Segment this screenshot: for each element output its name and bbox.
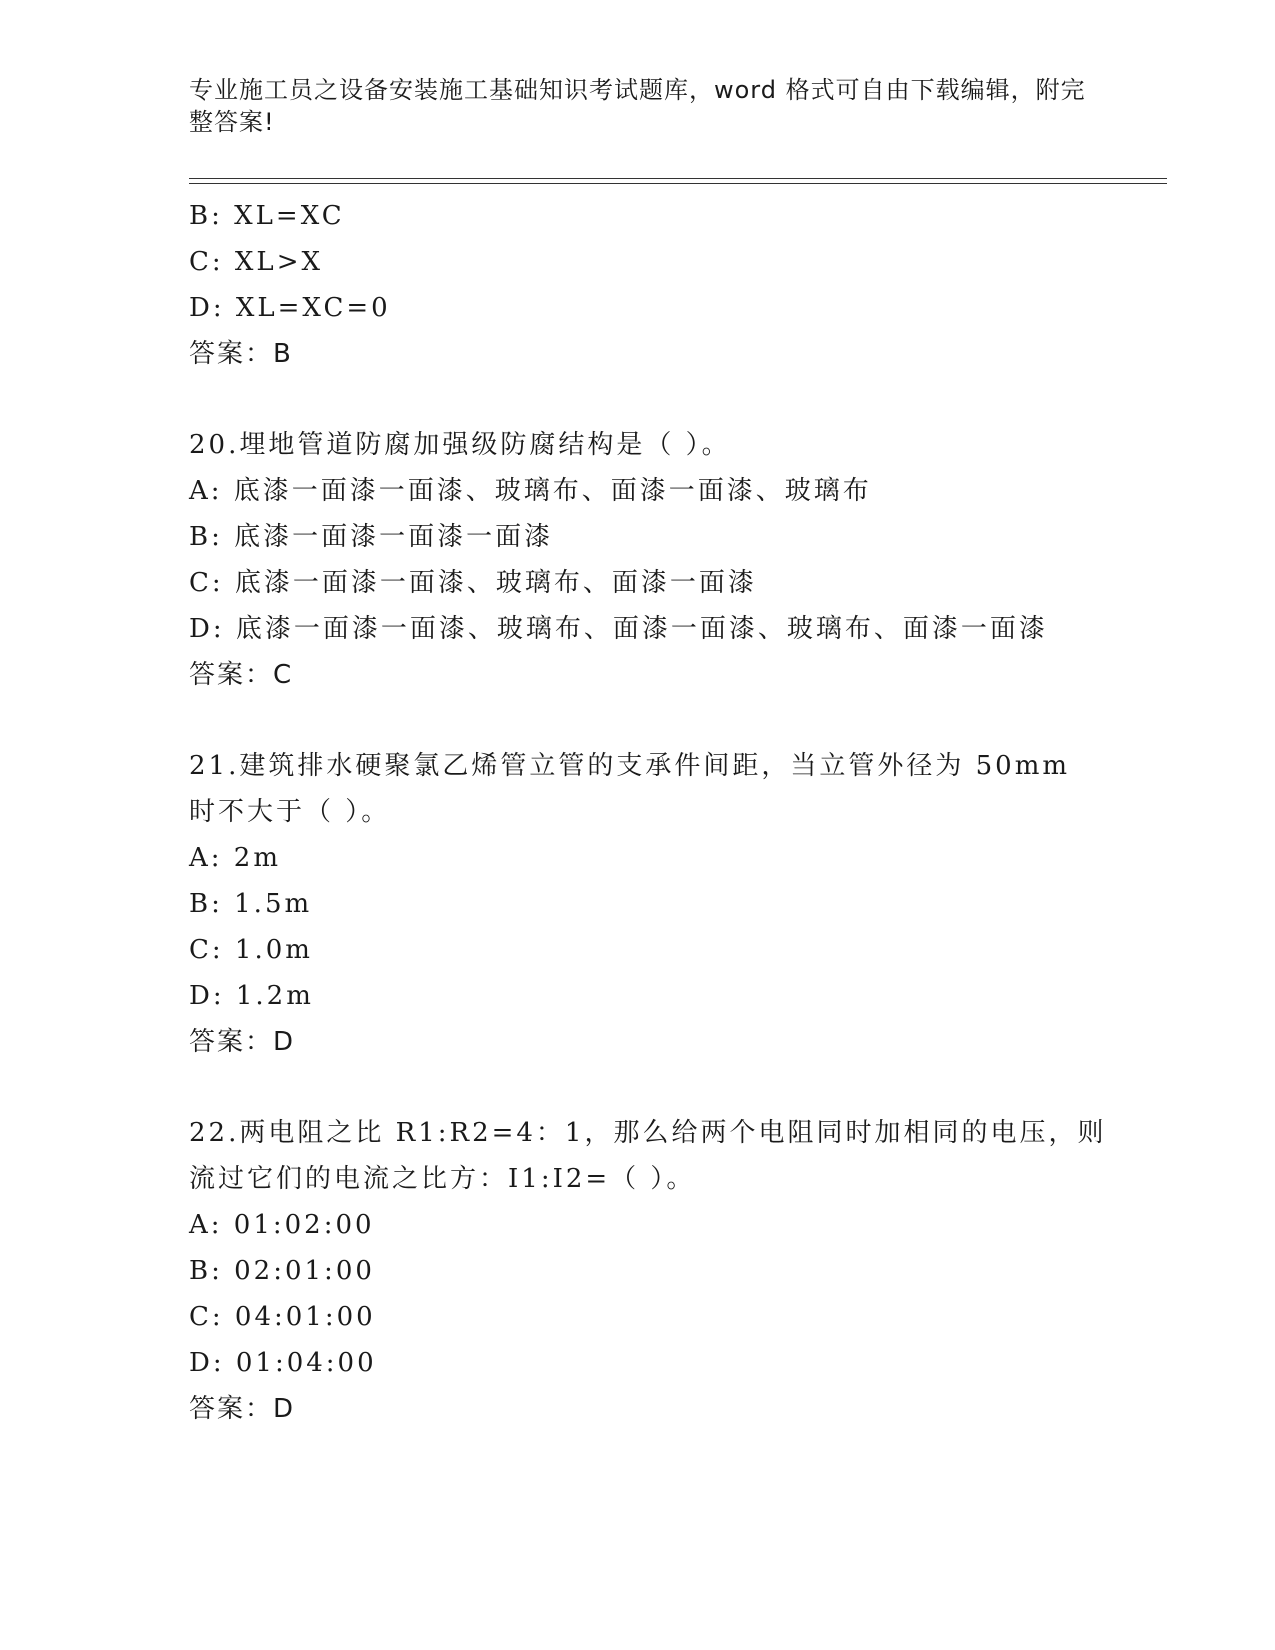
option-c: C: 底漆一面漆一面漆、玻璃布、面漆一面漆 — [189, 568, 757, 598]
document-header: 专业施工员之设备安装施工基础知识考试题库，word 格式可自由下载编辑，附完整答案! — [189, 76, 1086, 136]
option-c: C: 1.0m — [189, 935, 313, 965]
option-c: C: 04:01:00 — [189, 1302, 376, 1332]
option-d: D: XL=XC=0 — [189, 293, 391, 323]
option-a: A: 01:02:00 — [189, 1210, 375, 1240]
answer-label: 答案：D — [189, 1394, 296, 1424]
question-22 — [189, 1110, 1149, 1432]
option-d: D: 底漆一面漆一面漆、玻璃布、面漆一面漆、玻璃布、面漆一面漆 — [189, 614, 1048, 644]
spacer — [189, 698, 1149, 743]
question-text: 22.两电阻之比 R1:R2=4：1，那么给两个电阻同时加相同的电压，则流过它们的电流之比方：I1:I2=（ ）。 — [189, 1118, 1107, 1194]
option-a: A: 底漆一面漆一面漆、玻璃布、面漆一面漆、玻璃布 — [189, 476, 872, 506]
question-list — [189, 193, 1149, 1432]
header-divider-bottom — [189, 183, 1167, 184]
answer-label: 答案：C — [189, 660, 294, 690]
spacer — [189, 1065, 1149, 1110]
option-c: C: XL>X — [189, 247, 323, 277]
question-21 — [189, 743, 1149, 1065]
question-text: 20.埋地管道防腐加强级防腐结构是（ ）。 — [189, 430, 731, 460]
question-19-tail — [189, 193, 1149, 377]
question-20 — [189, 422, 1149, 698]
spacer — [189, 377, 1149, 422]
option-b: B: 1.5m — [189, 889, 313, 919]
answer-label: 答案：B — [189, 339, 293, 369]
question-text: 21.建筑排水硬聚氯乙烯管立管的支承件间距，当立管外径为 50mm 时不大于（ ）。 — [189, 751, 1071, 827]
option-b: B: 底漆一面漆一面漆一面漆 — [189, 522, 554, 552]
header-divider-top — [189, 178, 1167, 179]
option-d: D: 01:04:00 — [189, 1348, 377, 1378]
answer-label: 答案：D — [189, 1027, 296, 1057]
option-d: D: 1.2m — [189, 981, 314, 1011]
option-b: B: XL=XC — [189, 201, 345, 231]
option-a: A: 2m — [189, 843, 281, 873]
option-b: B: 02:01:00 — [189, 1256, 375, 1286]
